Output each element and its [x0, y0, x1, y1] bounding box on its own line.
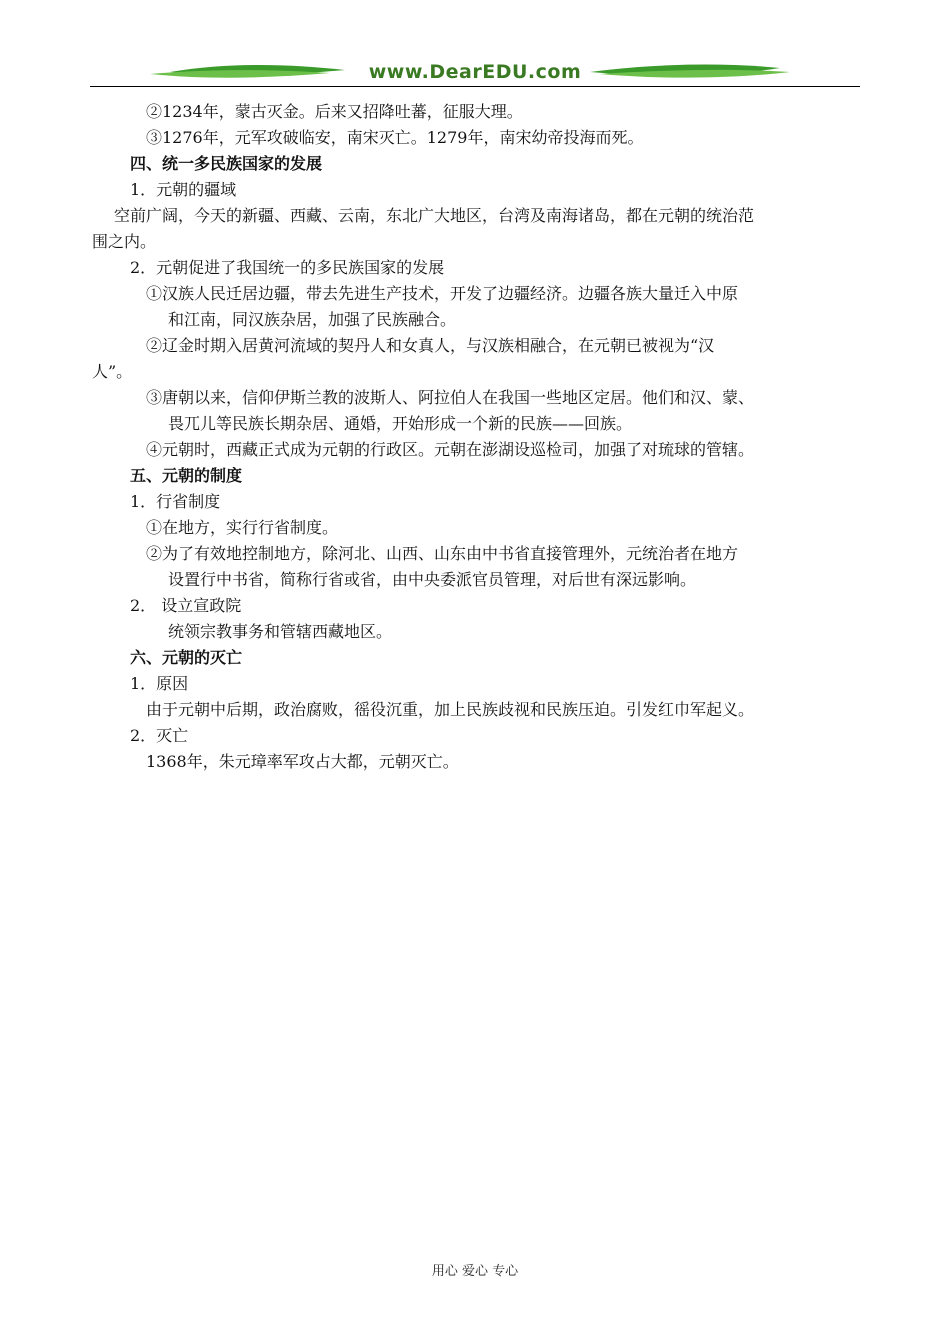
- list-item-continuation: 和江南，同汉族杂居，加强了民族融合。: [168, 310, 457, 329]
- section-heading: 六、元朝的灭亡: [130, 648, 243, 667]
- paragraph-line: 围之内。: [92, 232, 157, 251]
- paragraph-line: 统领宗教事务和管辖西藏地区。: [168, 622, 393, 641]
- list-item-continuation: 设置行中书省，简称行省或省，由中央委派官员管理，对后世有深远影响。: [168, 570, 697, 589]
- list-item: ②1234年，蒙古灭金。后来又招降吐蕃，征服大理。: [146, 102, 523, 121]
- subsection-heading: 1．元朝的疆域: [130, 180, 237, 199]
- page-header: [90, 58, 860, 90]
- header-divider: [90, 86, 860, 87]
- subsection-heading: 2． 设立宣政院: [130, 596, 242, 615]
- subsection-heading: 1．原因: [130, 674, 189, 693]
- subsection-heading: 2．元朝促进了我国统一的多民族国家的发展: [130, 258, 445, 277]
- page-footer: 用心 爱心 专心: [431, 1264, 519, 1279]
- list-item-continuation: 人”。: [92, 362, 133, 381]
- subsection-heading: 2．灭亡: [130, 726, 189, 745]
- paragraph-line: 空前广阔，今天的新疆、西藏、云南，东北广大地区，台湾及南海诸岛，都在元朝的统治范: [114, 206, 755, 225]
- paragraph-line: 由于元朝中后期，政治腐败，徭役沉重，加上民族歧视和民族压迫。引发红巾军起义。: [146, 700, 755, 719]
- list-item: ④元朝时，西藏正式成为元朝的行政区。元朝在澎湖设巡检司，加强了对琉球的管辖。: [146, 440, 755, 459]
- section-heading: 四、统一多民族国家的发展: [130, 154, 323, 173]
- subsection-heading: 1．行省制度: [130, 492, 221, 511]
- list-item: ②为了有效地控制地方，除河北、山西、山东由中书省直接管理外，元统治者在地方: [146, 544, 739, 563]
- list-item: ③唐朝以来，信仰伊斯兰教的波斯人、阿拉伯人在我国一些地区定居。他们和汉、蒙、: [146, 388, 755, 407]
- list-item: ①在地方，实行行省制度。: [146, 518, 339, 537]
- section-heading: 五、元朝的制度: [130, 466, 243, 485]
- list-item: ②辽金时期入居黄河流域的契丹人和女真人，与汉族相融合，在元朝已被视为“汉: [146, 336, 715, 355]
- site-url: www.DearEDU.com: [368, 61, 582, 83]
- paragraph-line: 1368年，朱元璋率军攻占大都，元朝灭亡。: [146, 752, 459, 771]
- list-item: ①汉族人民迁居边疆，带去先进生产技术，开发了边疆经济。边疆各族大量迁入中原: [146, 284, 739, 303]
- list-item-continuation: 畏兀儿等民族长期杂居、通婚，开始形成一个新的民族——回族。: [168, 414, 633, 433]
- list-item: ③1276年，元军攻破临安，南宋灭亡。1279年，南宋幼帝投海而死。: [146, 128, 644, 147]
